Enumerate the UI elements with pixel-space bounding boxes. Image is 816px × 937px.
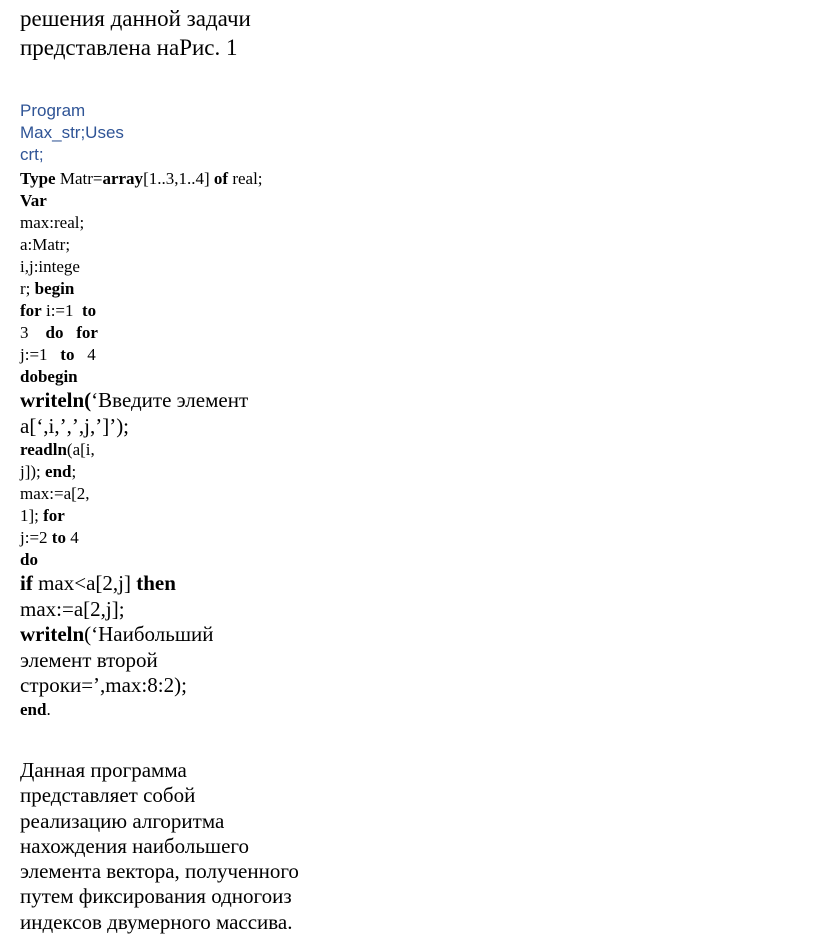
code-keyword: do — [20, 550, 38, 569]
code-keyword: to — [60, 345, 75, 364]
code-text: i,j:intege — [20, 257, 80, 276]
outro-paragraph — [20, 758, 299, 935]
code-line-4 — [20, 234, 263, 256]
code-line-21 — [20, 622, 263, 648]
code-text: ‘Введите элемент — [91, 388, 249, 412]
code-text: r; — [20, 279, 35, 298]
intro-line-2: представлена наРис. 1 — [20, 35, 238, 60]
code-keyword: for — [20, 301, 42, 320]
code-listing — [20, 168, 263, 721]
code-line-1 — [20, 168, 263, 190]
code-text: ; — [71, 462, 77, 481]
code-keyword: writeln — [20, 622, 85, 646]
code-text: (a[i, — [66, 440, 95, 459]
code-keyword: for — [76, 323, 98, 342]
code-text: max<a[2,j] — [32, 571, 137, 595]
code-line-18 — [20, 549, 263, 571]
code-line-24 — [20, 699, 263, 721]
code-line-13 — [20, 439, 263, 461]
code-text — [63, 323, 76, 342]
code-text: . — [46, 699, 51, 719]
code-line-10 — [20, 366, 263, 388]
code-line-14 — [20, 461, 263, 483]
code-text: real; — [228, 169, 263, 188]
code-keyword: end — [20, 699, 47, 719]
code-text: j:=1 — [20, 345, 61, 364]
code-line-16 — [20, 505, 263, 527]
code-keyword: Type — [20, 169, 56, 188]
outro-line-3: реализацию алгоритма — [20, 808, 225, 833]
program-header — [20, 100, 124, 166]
outro-line-1: Данная программа — [20, 758, 187, 782]
code-text: элемент второй — [20, 647, 158, 672]
code-text: a[‘,i,’,’,j,’]’); — [20, 413, 130, 438]
code-line-7 — [20, 300, 263, 322]
code-line-11 — [20, 388, 263, 414]
code-text: max:=a[2,j]; — [20, 596, 125, 621]
code-keyword: to — [51, 528, 66, 547]
code-keyword: of — [213, 169, 229, 188]
code-keyword: dobegin — [20, 367, 78, 386]
outro-line-2: представляет собой — [20, 783, 196, 808]
program-header-line-2: Max_str;Uses — [20, 123, 124, 142]
code-line-20 — [20, 597, 263, 623]
code-line-17 — [20, 527, 263, 549]
code-line-9 — [20, 344, 263, 366]
code-line-2 — [20, 190, 263, 212]
code-line-3 — [20, 212, 263, 234]
code-line-5 — [20, 256, 263, 278]
code-text: a:Matr; — [20, 235, 71, 254]
code-text: Matr= — [55, 169, 103, 188]
outro-line-7: индексов двумерного массива. — [20, 909, 293, 934]
code-line-6 — [20, 278, 263, 300]
code-text: i:=1 — [41, 301, 83, 320]
code-text: j]); — [20, 462, 46, 481]
code-text: max:=a[2, — [20, 484, 90, 503]
code-keyword: begin — [34, 279, 75, 298]
code-text: (‘Наибольший — [84, 622, 214, 646]
code-line-12 — [20, 414, 263, 440]
code-text: 3 — [20, 323, 46, 342]
code-text: 1]; — [20, 506, 44, 525]
code-keyword: writeln( — [20, 388, 92, 412]
program-header-line-1: Program — [20, 101, 86, 120]
code-keyword: Var — [20, 191, 47, 210]
code-text: строки=’,max:8:2); — [20, 673, 187, 697]
code-text: 4 — [74, 345, 96, 364]
code-text: j:=2 — [20, 528, 52, 547]
code-keyword: for — [43, 506, 65, 525]
code-line-23 — [20, 673, 263, 699]
code-keyword: end — [45, 462, 72, 481]
outro-line-4: нахождения наибольшего — [20, 833, 249, 858]
outro-line-5: элемента вектора, полученного — [20, 859, 299, 884]
code-line-15 — [20, 483, 263, 505]
code-line-8 — [20, 322, 263, 344]
code-text: 4 — [65, 528, 79, 547]
code-line-22 — [20, 648, 263, 674]
program-header-line-3: crt; — [20, 145, 44, 164]
intro-paragraph — [20, 4, 251, 62]
intro-line-1: решения данной задачи — [20, 6, 251, 31]
code-line-19 — [20, 571, 263, 597]
code-keyword: do — [45, 323, 64, 342]
code-keyword: if — [20, 571, 33, 595]
outro-line-6: путем фиксирования одногоиз — [20, 884, 292, 909]
code-keyword: to — [82, 301, 97, 320]
code-keyword: then — [136, 571, 176, 595]
code-text: max:real; — [20, 213, 85, 232]
code-keyword: readln — [20, 440, 67, 459]
code-keyword: array — [102, 169, 144, 188]
code-text: [1..3,1..4] — [143, 169, 214, 188]
